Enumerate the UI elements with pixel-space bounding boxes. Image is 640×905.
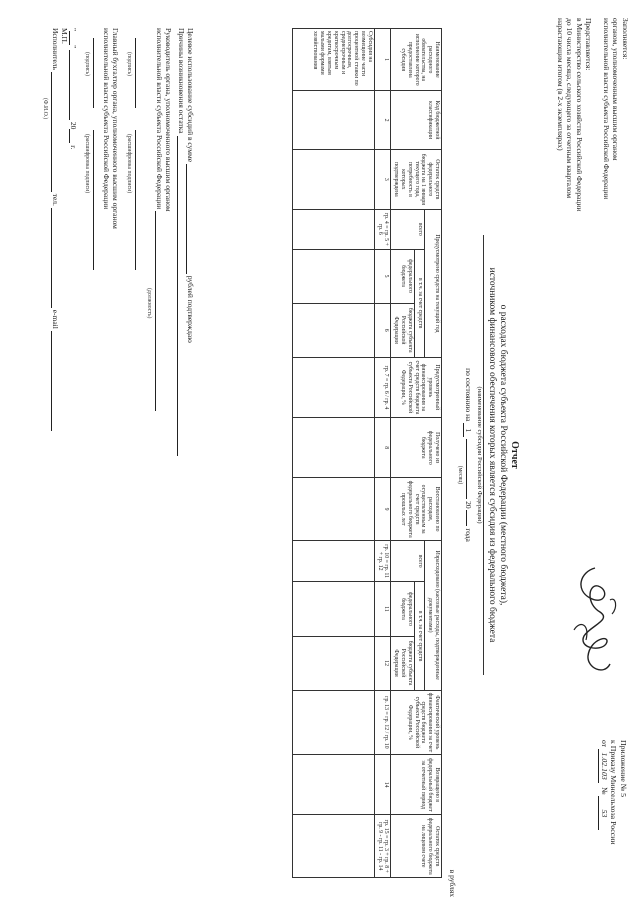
email-label: e-mail [51,309,60,329]
num-cell: 6 [374,303,391,357]
date-quote-open: " [69,28,78,32]
num-cell: 1 [374,29,391,91]
table-row [292,29,374,878]
empty-cell[interactable] [292,690,374,755]
submit-text3: нарастающим итогом (в 2-х экземплярах) [556,18,565,151]
date-quote-close: " [69,45,78,49]
units-label: в рублях [448,869,457,897]
phone-label: тел. [51,193,60,206]
date-value: 1.02.103 [599,749,610,783]
appendix-line2: к Приказу Минсельхоза России [609,740,619,845]
signature-caption: (подпись) [126,52,132,77]
empty-cell[interactable] [292,540,374,582]
handwritten-signature [560,560,630,690]
num-cell: 2 [374,91,391,149]
acct-signature-field[interactable] [93,38,94,108]
fill-text1: органом, уполномоченным высшим органом [611,18,621,161]
head-sign-row [135,28,144,878]
email-field[interactable] [51,331,52,431]
executor-field[interactable] [51,72,52,192]
th-spent-total: всего [391,540,425,582]
phone-field[interactable] [51,208,52,308]
th-restored: Восстановлено по расходам, осуществленным за счет средств федерального бюджета прошлых лет [391,478,442,540]
report-table [292,28,442,878]
table-number-row [374,29,391,878]
empty-cell[interactable] [292,210,374,250]
empty-cell[interactable] [292,582,374,636]
th-planned-fed: федерального бюджета [391,249,414,303]
th-balance: Остаток средств федерального бюджета на лицевом счете [391,815,442,878]
fill-label: Заполняется: [621,18,630,60]
num-cell: гр. 15 = гр. 3 + гр. 8 + гр. 9 - гр. 11 - гр. 14 [374,815,391,878]
acct-sign-captions [82,28,93,878]
th-code: Код бюджетной классификации [391,91,442,149]
reasons-line [177,28,186,878]
empty-cell[interactable] [292,357,374,417]
target-use-suffix: рублей подтверждаю [186,275,195,343]
appendix-block [599,740,629,900]
executor-label: Исполнитель [51,28,60,70]
date-label: от [600,740,609,748]
num-cell: гр. 13 = гр. 12 / гр. 10 [374,690,391,755]
heading-title: Отчет [509,441,520,469]
empty-cell[interactable] [292,418,374,478]
heading-sub-caption: (наименование субсидии Российской Федерации) [476,235,484,675]
num-cell: 12 [374,636,391,690]
decode-caption: (расшифровка подписи) [126,133,132,194]
empty-cell[interactable] [292,149,374,209]
head-position-field[interactable] [155,211,156,411]
asof-month-caption: (месяц) [457,465,463,485]
date-year-suffix: г. [69,145,78,150]
num-cell: гр. 10 = гр. 11 + гр. 12 [374,540,391,582]
submit-label: Представляется: [584,18,594,71]
num-cell: гр. 7 = гр. 6 / гр. 4 [374,357,391,417]
head-label2: исполнительной власти субъекта Российской Федерации [155,28,164,210]
executor-captions [40,28,51,878]
asof-century: 20 [464,501,473,509]
submit-text2: до 10 числа месяца, следующего за отчетным кварталом [565,18,575,199]
appendix-line1: Приложение № 5 [619,740,628,798]
th-planned-group: Предусмотрено средств на текущий год [425,210,442,358]
heading-line2: о расходах бюджета субъекта Российской Федерации (местного бюджета), [498,304,508,606]
target-use-prefix: Целевое использование субсидий в сумме [186,28,195,163]
head-label1: Руководитель органа, уполномоченного высшим органом [164,28,173,212]
num-cell: 9 [374,478,391,540]
asof-day: 1 [463,423,473,437]
target-use-line [186,28,195,878]
acct-sign-row [93,28,102,878]
empty-cell[interactable] [292,636,374,690]
footer-block [40,28,195,878]
empty-cell[interactable] [292,91,374,149]
empty-cell[interactable] [292,249,374,303]
head-signature-line [155,28,164,878]
head-sign-captions [124,28,135,878]
th-spent-incl: в т.ч. за счет средств [414,582,425,690]
th-remain: Остаток средств федерального бюджета на 1 января текущего года, потребность в которых подтверждена [391,149,442,209]
empty-cell[interactable] [292,815,374,878]
th-planned-reg: бюджета субъекта Российской Федерации [391,303,414,357]
asof-month-field [466,439,467,499]
executor-row [51,28,60,878]
signature-caption: (подпись) [84,52,90,77]
date-century: 20 [69,121,78,130]
num-cell: 8 [374,418,391,478]
th-name: Наименование расходного обязательства, на исполнение которого предоставлена субсидия [391,29,442,91]
num-cell: 5 [374,249,391,303]
empty-cell[interactable] [292,755,374,815]
acct-decode-field[interactable] [93,130,94,270]
date-row [69,28,78,878]
empty-cell[interactable] [292,478,374,540]
date-month-field[interactable] [69,50,70,120]
th-received: Получено из федерального бюджета [391,418,442,478]
th-returned: Возвращено в федеральный бюджет за отчетный период [391,755,442,815]
head-captions [144,28,155,878]
asof-line [463,175,473,735]
num-cell: 3 [374,149,391,209]
asof-year-field [466,510,467,526]
acct-label1: Главный бухгалтер органа, уполномоченного высшим органом [111,28,120,229]
acct-label2: исполнительной власти субъекта Российской Федерации [102,28,111,210]
asof-suffix: года [464,528,473,542]
report-heading [457,175,520,735]
reasons-label: Причины возникновения остатка [177,28,186,134]
number-label: № [600,787,609,795]
head-decode-field[interactable] [135,130,136,270]
th-spent-reg: бюджета субъекта Российской Федерации [391,636,414,690]
asof-prefix: по состоянию на [464,368,473,422]
submit-text1: в Министерство сельского хозяйства Российской Федерации [575,18,584,212]
reasons-field[interactable] [177,136,178,456]
th-spent-fed: федерального бюджета [391,582,414,636]
th-actual: Фактический уровень финансирования за счет средств бюджета субъекта Российской Федерации, % [391,690,442,755]
th-spent-group: Израсходовано (кассовые расходы, подтвержденные документами) [425,540,442,690]
th-level: Предусмотренный уровень финансирования за счет средств бюджета субъекта Российской Федерации, % [391,357,442,417]
date-day-field[interactable] [69,31,70,45]
th-planned-total: всего [391,210,425,250]
decode-caption: (расшифровка подписи) [84,133,90,194]
appendix-date-line [599,740,610,900]
num-cell: гр. 4 = гр. 5 + гр. 6 [374,210,391,250]
table-header-row [425,29,442,878]
num-cell: 14 [374,755,391,815]
fio-caption: (Ф.И.О.) [42,98,48,120]
heading-line3: источником финансового обеспечения которых является субсидия из федерального бюджета [487,267,497,643]
th-planned-incl: в т.ч. за счет средств [414,249,425,357]
position-caption: (должность) [146,288,152,319]
mp-label: М.П. [60,28,69,44]
target-use-amount-field[interactable] [186,164,187,274]
row1-name: Субсидия на возмещение части процентной ставки по долгосрочным, среднесрочным и краткосрочным кредитам, взятым малыми формами хозяйствования [292,29,374,91]
head-signature-field[interactable] [135,38,136,108]
fill-text2: исполнительной власти субъекта Российской Федерации [602,18,611,200]
number-value: 53 [599,796,610,830]
num-cell: 11 [374,582,391,636]
date-year-field[interactable] [69,129,70,143]
empty-cell[interactable] [292,303,374,357]
left-header [556,18,631,318]
